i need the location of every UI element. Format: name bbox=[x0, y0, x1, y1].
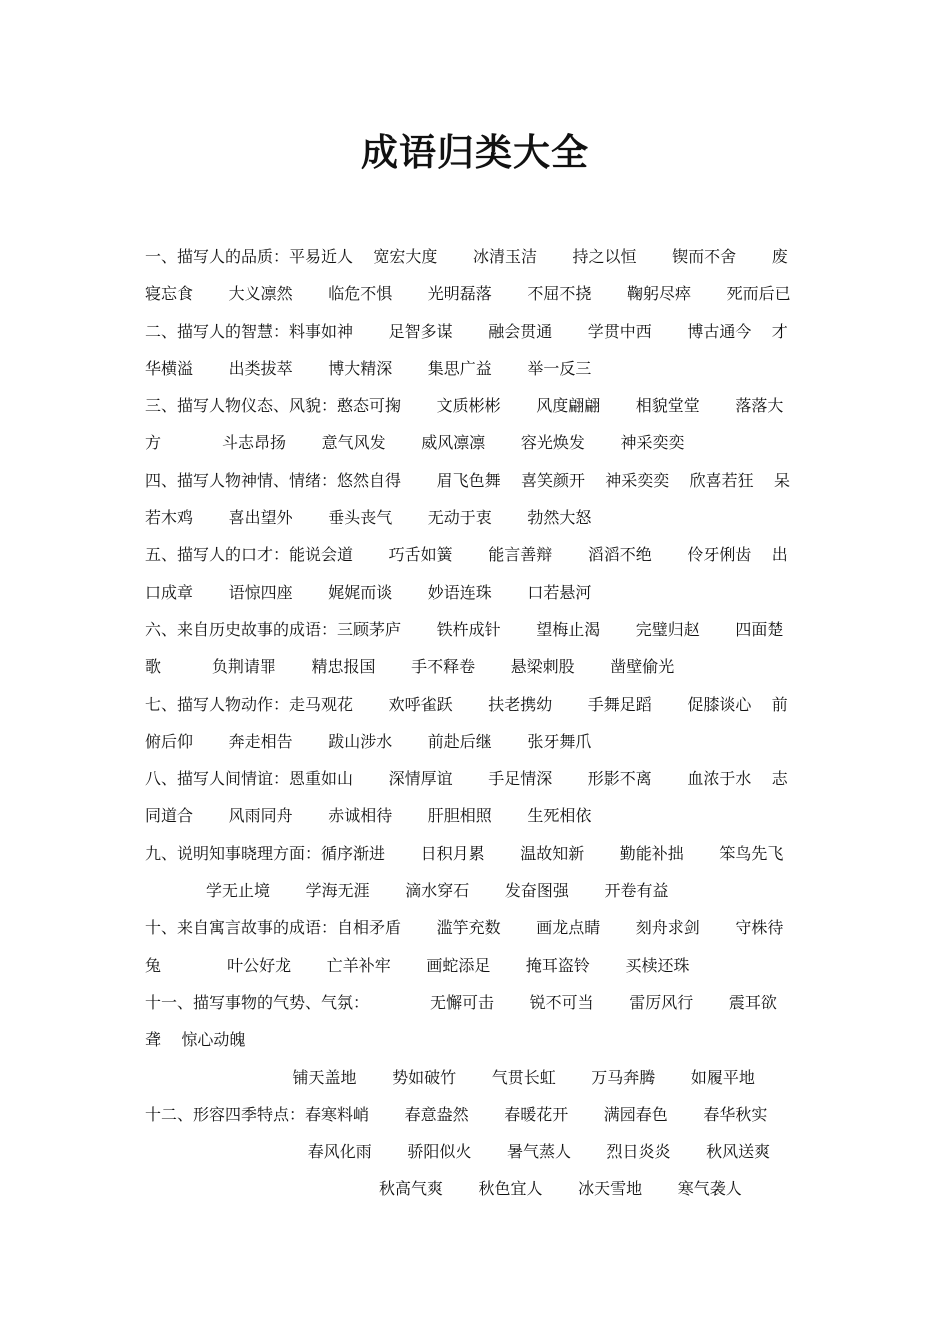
text-line-content: 聋 惊心动魄 bbox=[145, 1030, 246, 1050]
text-line-content: 铺天盖地 势如破竹 气贯长虹 万马奔腾 如履平地 bbox=[145, 1067, 755, 1087]
text-line bbox=[145, 984, 807, 1021]
text-line-content: 华横溢 出类拔萃 博大精深 集思广益 举一反三 bbox=[145, 358, 592, 378]
text-line bbox=[145, 499, 807, 536]
text-line-content: 学无止境 学海无涯 滴水穿石 发奋图强 开卷有益 bbox=[145, 881, 669, 901]
text-line bbox=[145, 1170, 807, 1207]
text-line-content: 俯后仰 奔走相告 跋山涉水 前赴后继 张牙舞爪 bbox=[145, 731, 592, 751]
text-line-content: 五、描写人的口才：能说会道 巧舌如簧 能言善辩 滔滔不绝 伶牙俐齿 出 bbox=[145, 545, 788, 565]
text-line-content: 三、描写人物仪态、风貌：憨态可掬 文质彬彬 风度翩翩 相貌堂堂 落落大 bbox=[145, 396, 784, 416]
text-line bbox=[145, 350, 807, 387]
text-line-content: 二、描写人的智慧：料事如神 足智多谋 融会贯通 学贯中西 博古通今 才 bbox=[145, 321, 788, 341]
text-line-content: 同道合 风雨同舟 赤诚相待 肝胆相照 生死相依 bbox=[145, 806, 592, 826]
text-line bbox=[145, 462, 807, 499]
text-line bbox=[145, 275, 807, 312]
text-line bbox=[145, 574, 807, 611]
text-line bbox=[145, 797, 807, 834]
text-line-content: 口成章 语惊四座 娓娓而谈 妙语连珠 口若悬河 bbox=[145, 582, 592, 602]
text-line bbox=[145, 536, 807, 573]
text-line-content: 四、描写人物神情、情绪：悠然自得 眉飞色舞 喜笑颜开 神采奕奕 欣喜若狂 呆 bbox=[145, 470, 790, 490]
text-line-content: 若木鸡 喜出望外 垂头丧气 无动于衷 勃然大怒 bbox=[145, 508, 592, 528]
text-line-content: 六、来自历史故事的成语：三顾茅庐 铁杵成针 望梅止渴 完璧归赵 四面楚 bbox=[145, 619, 784, 639]
text-line bbox=[145, 686, 807, 723]
text-line-content: 九、说明知事晓理方面：循序渐进 日积月累 温故知新 勤能补拙 笨鸟先飞 bbox=[145, 843, 784, 863]
text-line bbox=[145, 947, 807, 984]
text-line bbox=[145, 611, 807, 648]
text-line-content: 春风化雨 骄阳似火 暑气蒸人 烈日炎炎 秋风送爽 bbox=[145, 1142, 771, 1162]
page-title: 成语归类大全 bbox=[361, 131, 589, 174]
text-line-content: 秋高气爽 秋色宜人 冰天雪地 寒气袭人 bbox=[145, 1179, 742, 1199]
text-line-content: 七、描写人物动作：走马观花 欢呼雀跃 扶老携幼 手舞足蹈 促膝谈心 前 bbox=[145, 694, 788, 714]
document-body bbox=[145, 238, 807, 1208]
text-line bbox=[145, 424, 807, 461]
text-line-content: 十、来自寓言故事的成语：自相矛盾 滥竽充数 画龙点睛 刻舟求剑 守株待 bbox=[145, 918, 784, 938]
text-line-content: 八、描写人间情谊：恩重如山 深情厚谊 手足情深 形影不离 血浓于水 志 bbox=[145, 769, 788, 789]
text-line bbox=[145, 313, 807, 350]
text-line-content: 十一、描写事物的气势、气氛： 无懈可击 锐不可当 雷厉风行 震耳欲 bbox=[145, 992, 777, 1012]
text-line-content: 寝忘食 大义凛然 临危不惧 光明磊落 不屈不挠 鞠躬尽瘁 死而后已 bbox=[145, 284, 791, 304]
text-line bbox=[145, 835, 807, 872]
text-line-content: 歌 负荆请罪 精忠报国 手不释卷 悬梁刺股 凿壁偷光 bbox=[145, 657, 675, 677]
text-line-content: 兔 叶公好龙 亡羊补牢 画蛇添足 掩耳盗铃 买椟还珠 bbox=[145, 955, 690, 975]
text-line bbox=[145, 723, 807, 760]
text-line bbox=[145, 648, 807, 685]
text-line-content: 方 斗志昂扬 意气风发 威风凛凛 容光焕发 神采奕奕 bbox=[145, 433, 685, 453]
text-line bbox=[145, 238, 807, 275]
text-line bbox=[145, 1059, 807, 1096]
text-line bbox=[145, 387, 807, 424]
text-line-content: 一、描写人的品质：平易近人 宽宏大度 冰清玉洁 持之以恒 锲而不舍 废 bbox=[145, 247, 788, 266]
text-line bbox=[145, 1021, 807, 1058]
text-line-content: 十二、形容四季特点：春寒料峭 春意盎然 春暖花开 满园春色 春华秋实 bbox=[145, 1104, 768, 1124]
text-line bbox=[145, 872, 807, 909]
text-line bbox=[145, 909, 807, 946]
text-line bbox=[145, 760, 807, 797]
text-line bbox=[145, 1096, 807, 1133]
text-line bbox=[145, 1133, 807, 1170]
